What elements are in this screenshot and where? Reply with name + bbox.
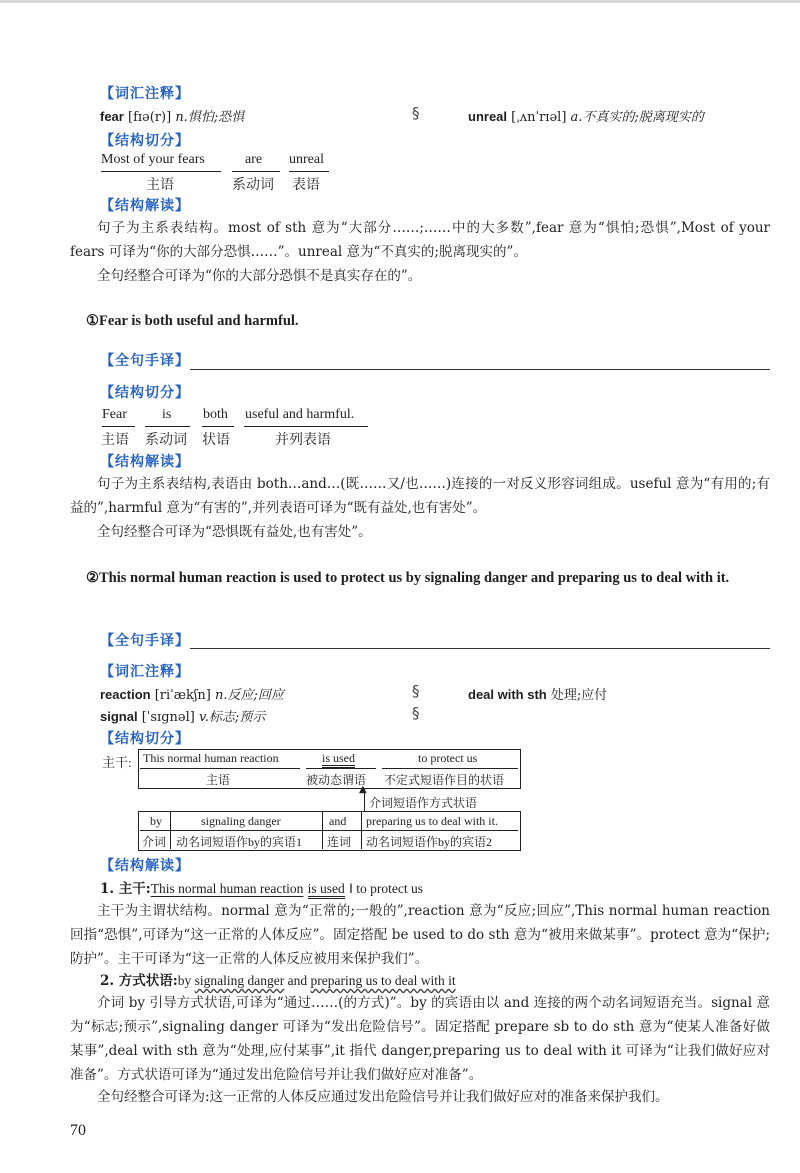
explain-point-1-title: [100, 877, 423, 897]
point-object-1: signaling danger: [194, 973, 285, 988]
vocab-definition: n.惧怕;恐惧: [175, 110, 245, 125]
sentence-heading-1: ①Fear is both useful and harmful.: [86, 313, 299, 329]
point-title: 2. 方式状语:: [100, 973, 178, 989]
vocab-phonetic: [riˈækʃn]: [154, 688, 211, 703]
seg-role: 表语: [292, 178, 320, 193]
vocab-word: deal with sth: [468, 687, 547, 702]
translation-blank[interactable]: [190, 648, 770, 649]
vocab-word: unreal: [468, 109, 508, 124]
explain-point-2-title: [100, 969, 456, 989]
box-word: signaling danger: [201, 814, 281, 828]
seg-word: both: [203, 407, 228, 422]
point-object-2: preparing us to deal with it: [310, 973, 456, 988]
translation-blank[interactable]: [190, 369, 770, 370]
full-translate-label-2: 【全句手译】: [100, 633, 190, 649]
divider-squiggle-icon: §: [412, 704, 420, 722]
box-word: preparing us to deal with it.: [366, 814, 498, 828]
point-predicate: is used: [308, 881, 345, 899]
box-word: and: [329, 814, 347, 828]
box-word: by: [150, 814, 162, 828]
seg-word: Most of your fears: [101, 152, 205, 167]
box-role: 动名词短语作by的宾语1: [176, 835, 303, 849]
struct-cut-label-1: 【结构切分】: [100, 385, 190, 401]
explain-paragraph: 句子为主系表结构,表语由 both…and…(既……又/也……)连接的一对反义形容词组成。useful 意为“有用的;有益的”,harmful 意为“有害的”,并列表语可译为“既有益处,也有害处”。: [70, 476, 770, 516]
seg-line: [102, 426, 135, 427]
explain-paragraph: 介词 by 引导方式状语,可译为“通过……(的方式)”。by 的宾语由以 and 连接的两个动名词短语充当。signal 意为“标志;预示”,signaling danger 可译为“发出危险信号”。固定搭配 prepare sb to do sth 意为“使某人准备好做某事”,deal with sth 意为“处理,应付某事”,it 指代 danger,preparing us to deal with it 可译为“让我们做好应对准备”。方式状语可译为“通过发出危险信号并让我们做好应对准备”。: [70, 995, 770, 1083]
box-word: is used: [322, 751, 355, 768]
full-translate-label-1: 【全句手译】: [100, 353, 190, 369]
point-adverbial: ‖ to protect us: [349, 881, 423, 896]
seg-line: [289, 171, 329, 172]
page-number: 70: [70, 1122, 86, 1139]
vocab-word: reaction: [100, 687, 151, 702]
vocab-phonetic: [ˌʌnˈrɪəl]: [511, 110, 567, 125]
vocab-entry-fear: [100, 106, 244, 125]
sentence-heading-2: ②This normal human reaction is used to protect us by signaling danger and preparing us to deal with it.: [86, 570, 730, 586]
box-role: 介词: [142, 835, 167, 849]
seg-role: 并列表语: [275, 433, 331, 448]
vocab-definition: 处理;应付: [550, 688, 608, 703]
struct-explain-label-0: 【结构解读】: [100, 198, 190, 214]
struct-cut-label-0: 【结构切分】: [100, 133, 190, 149]
box-role: 不定式短语作目的状语: [384, 773, 505, 787]
vocab-entry-deal-with: [468, 684, 607, 703]
seg-role: 系动词: [232, 178, 274, 193]
vocab-definition: v.标志;预示: [198, 710, 266, 725]
vocab-definition: n.反应;回应: [214, 688, 284, 703]
vocab-definition: a.不真实的;脱离现实的: [570, 110, 704, 125]
seg-role: 状语: [202, 433, 230, 448]
explain-paragraph: 主干为主谓状结构。normal 意为“正常的;一般的”,reaction 意为“反应;回应”,This normal human reaction 回指“恐惧”,可译为“这一正常的人体反应”。固定搭配 be used to do sth 意为“被用来做某事”。protect 意为“保护;防护”。主干可译为“这一正常的人体反应被用来保护我们”。: [70, 903, 770, 967]
vocab-label-2: 【词汇注释】: [100, 664, 190, 680]
box-word: to protect us: [418, 751, 478, 765]
struct-explain-label-1: 【结构解读】: [100, 454, 190, 470]
seg-role: 主语: [146, 178, 174, 193]
seg-role: 主语: [101, 433, 129, 448]
box-line: [306, 768, 376, 769]
box-line: [140, 768, 300, 769]
box-line: [140, 830, 518, 831]
seg-line: [202, 426, 234, 427]
arrow-up-icon: ▲: [359, 784, 367, 795]
struct-cut-label-2: 【结构切分】: [100, 731, 190, 747]
vocab-entry-signal: [100, 706, 265, 725]
explain-paragraph: 句子为主系表结构。most of sth 意为“大部分……;……中的大多数”,fear 意为“惧怕;恐惧”,Most of your fears 可译为“你的大部分恐惧……”。unreal 意为“不真实的;脱离现实的”。: [70, 220, 770, 260]
box-word: This normal human reaction: [143, 751, 279, 765]
vocab-entry-unreal: [468, 106, 704, 125]
explain-paragraph: 全句经整合可译为“恐惧既有益处,也有害处”。: [97, 524, 372, 540]
vocab-phonetic: [fɪə(r)]: [128, 110, 172, 125]
point-subject: This normal human reaction: [150, 881, 304, 896]
point-text: and: [284, 973, 311, 988]
box-role: 被动态谓语: [306, 773, 367, 787]
seg-word: Fear: [102, 407, 127, 422]
vocab-phonetic: [ˈsɪgnəl]: [141, 710, 195, 725]
seg-line: [145, 426, 190, 427]
box-line: [382, 768, 518, 769]
box-role: 主语: [206, 773, 231, 787]
struct-explain-label-2: 【结构解读】: [100, 858, 190, 874]
vocab-label-0: 【词汇注释】: [100, 86, 190, 102]
seg-word: useful and harmful.: [245, 407, 355, 422]
main-trunk-label: 主干:: [102, 755, 132, 770]
seg-role: 系动词: [145, 433, 187, 448]
seg-line: [101, 171, 221, 172]
divider-squiggle-icon: §: [412, 682, 420, 700]
point-title: 1. 主干:: [100, 881, 151, 897]
vocab-entry-reaction: [100, 684, 284, 703]
arrow-label: 介词短语作方式状语: [369, 796, 478, 810]
seg-word: unreal: [289, 152, 324, 167]
explain-paragraph: 全句经整合可译为“你的大部分恐惧不是真实存在的”。: [97, 268, 422, 284]
explain-paragraph: 全句经整合可译为:这一正常的人体反应通过发出危险信号并让我们做好应对的准备来保护我们。: [97, 1089, 669, 1105]
top-edge-shadow: [0, 0, 800, 3]
box-role: 连词: [327, 835, 352, 849]
seg-line: [232, 171, 280, 172]
vocab-word: fear: [100, 109, 124, 124]
point-text: by: [177, 973, 195, 988]
box-role: 动名词短语作by的宾语2: [366, 835, 493, 849]
vocab-word: signal: [100, 709, 138, 724]
seg-line: [244, 426, 368, 427]
seg-word: is: [162, 407, 172, 422]
seg-word: are: [245, 152, 263, 167]
divider-squiggle-icon: §: [412, 104, 420, 122]
